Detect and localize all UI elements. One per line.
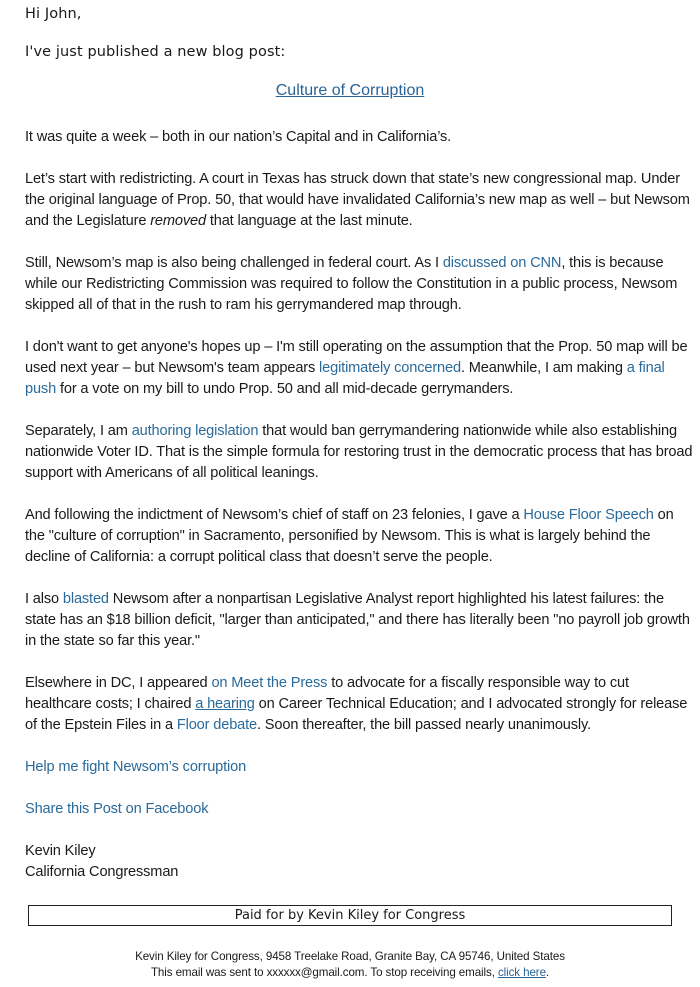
paragraph-text: that language at the last minute. xyxy=(205,213,413,229)
paragraph-text: . Soon thereafter, the bill passed nearly unanimously. xyxy=(257,717,591,733)
paragraph-text: that would ban gerrymandering nationwide while also establishing nationwide Voter ID. That is the simple formula for restoring trust in the democratic process that has broad support with Americans of all political leanings. xyxy=(25,423,693,481)
paragraph-8 xyxy=(25,673,695,736)
footer-address: Kevin Kiley for Congress, 9458 Treelake Road, Granite Bay, CA 95746, United States xyxy=(135,950,565,963)
signature-title: California Congressman xyxy=(25,864,179,880)
paragraph-text: on the "culture of corruption" in Sacramento, personified by Newsom. This is what is largely behind the decline of California: a corrupt political class that doesn’t serve the people. xyxy=(25,507,674,565)
paragraph-text: I don't want to get anyone's hopes up – I'm still operating on the assumption that the Prop. 50 map will be used next year – but Newsom's team appears xyxy=(25,339,688,376)
paragraph-3 xyxy=(25,253,695,316)
authoring-legislation-link[interactable]: authoring legislation xyxy=(131,423,259,439)
paragraph-4 xyxy=(25,337,695,400)
paragraph-2 xyxy=(25,169,695,232)
footer-sent-to: This email was sent to xxxxxx@gmail.com. To stop receiving emails, xyxy=(150,966,498,979)
final-push-link[interactable]: a final push xyxy=(25,360,665,397)
floor-debate-link[interactable]: Floor debate xyxy=(176,717,257,733)
share-facebook-link[interactable]: Share this Post on Facebook xyxy=(25,801,209,817)
blasted-link[interactable]: blasted xyxy=(62,591,109,607)
paragraph-text: And following the indictment of Newsom’s chief of staff on 23 felonies, I gave a xyxy=(25,507,524,523)
paragraph-text: to advocate for a fiscally responsible way to cut healthcare costs; I chaired xyxy=(25,675,629,712)
paragraph-7 xyxy=(25,589,695,652)
paragraph-text: Separately, I am xyxy=(25,423,132,439)
paragraph-text: Newsom after a nonpartisan Legislative Analyst report highlighted his latest failures: the state has an $18 billion deficit, "larger than anticipated," and there has literally been "no payroll job growth in the state so far this year." xyxy=(25,591,690,649)
post-title-container xyxy=(0,82,700,100)
paragraph-text: Let’s start with redistricting. A court in Texas has struck down that state’s new congressional map. Under the original language of Prop. 50, that would have invalidated California’s new map as well – but Newsom and the Legislature xyxy=(25,171,690,229)
emphasis-text: removed xyxy=(150,213,206,229)
signature xyxy=(25,841,695,883)
signature-name: Kevin Kiley xyxy=(25,843,96,859)
legitimately-concerned-link[interactable]: legitimately concerned xyxy=(319,360,461,376)
paragraph-text: It was quite a week – both in our nation’s Capital and in California’s. xyxy=(25,129,452,145)
meet-the-press-link[interactable]: on Meet the Press xyxy=(211,675,328,691)
donate-link[interactable]: Help me fight Newsom’s corruption xyxy=(25,759,247,775)
greeting: Hi John, xyxy=(25,6,82,22)
paid-for-disclaimer: Paid for by Kevin Kiley for Congress xyxy=(28,905,672,926)
paragraph-1 xyxy=(25,127,695,148)
post-title-link[interactable]: Culture of Corruption xyxy=(275,82,425,99)
cnn-link[interactable]: discussed on CNN xyxy=(442,255,562,271)
footer-unsubscribe-line xyxy=(0,965,700,981)
house-floor-speech-link[interactable]: House Floor Speech xyxy=(523,507,654,523)
paragraph-text: Still, Newsom’s map is also being challenged in federal court. As I xyxy=(25,255,443,271)
paragraph-text: , this is because while our Redistricting Commission was required to follow the Constitution in a public process, Newsom skipped all of that in the rush to ram his gerrymandered map through. xyxy=(25,255,678,313)
email-body xyxy=(25,127,695,904)
donate-cta xyxy=(25,757,695,778)
hearing-link[interactable]: a hearing xyxy=(195,696,255,712)
share-cta xyxy=(25,799,695,820)
paragraph-text: for a vote on my bill to undo Prop. 50 and all mid-decade gerrymanders. xyxy=(56,381,514,397)
email-footer xyxy=(0,949,700,981)
intro-text: I've just published a new blog post: xyxy=(25,44,286,60)
paragraph-5 xyxy=(25,421,695,484)
paragraph-text: Elsewhere in DC, I appeared xyxy=(25,675,212,691)
unsubscribe-link[interactable]: click here xyxy=(497,966,546,979)
footer-period: . xyxy=(545,966,550,979)
paragraph-6 xyxy=(25,505,695,568)
paragraph-text: I also xyxy=(25,591,63,607)
paragraph-text: on Career Technical Education; and I advocated strongly for release of the Epstein Files in a xyxy=(25,696,688,733)
paragraph-text: . Meanwhile, I am making xyxy=(460,360,627,376)
